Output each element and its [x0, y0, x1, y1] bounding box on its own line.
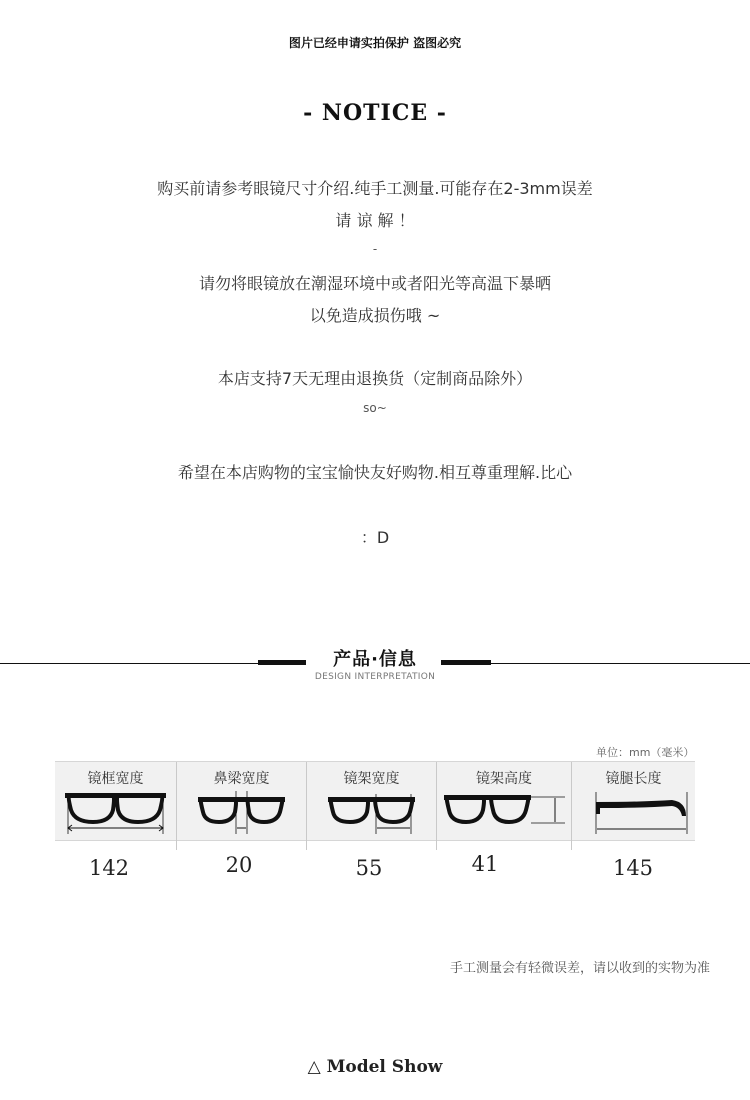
notice-line-4: 以免造成损伤哦 ~	[309, 306, 441, 325]
measure-value-lens-height: 41	[471, 852, 499, 876]
measure-label: 镜框宽度	[87, 771, 144, 787]
measure-cell-lens-width	[307, 762, 436, 840]
measure-cell-bridge-width	[177, 762, 306, 840]
measure-value-bridge-width: 20	[225, 853, 253, 877]
measure-value-lens-width: 55	[355, 856, 383, 880]
notice-line-3: 请勿将眼镜放在潮湿环境中或者阳光等高温下暴晒	[198, 274, 551, 293]
notice-dash: -	[372, 242, 378, 256]
measurement-table	[55, 761, 695, 841]
notice-line-5: 本店支持7天无理由退换货（定制商品除外）	[217, 369, 533, 388]
model-show-heading: △ Model Show	[307, 1057, 443, 1077]
notice-line-2: 请 谅 解 ！	[335, 211, 415, 230]
lens-width-icon	[307, 788, 436, 838]
temple-length-icon	[572, 788, 695, 838]
notice-line-1: 购买前请参考眼镜尺寸介绍.纯手工测量.可能存在2-3mm误差	[157, 179, 593, 198]
protection-notice: 图片已经申请实拍保护 盗图必究	[288, 36, 462, 50]
measure-label: 镜架宽度	[343, 771, 400, 787]
notice-line-7: 希望在本店购物的宝宝愉快友好购物.相互尊重理解.比心	[177, 463, 573, 482]
section-title: 产品·信息	[333, 649, 417, 670]
measure-label: 镜腿长度	[605, 771, 662, 787]
measurement-footnote: 手工测量会有轻微误差，请以收到的实物为准	[449, 961, 710, 976]
measure-value-frame-width: 142	[88, 856, 130, 880]
measure-value-temple-length: 145	[612, 856, 654, 880]
notice-line-6: so~	[363, 401, 387, 415]
measure-label: 镜架高度	[476, 771, 532, 787]
measure-label: 鼻梁宽度	[213, 771, 270, 787]
notice-title: - NOTICE -	[303, 100, 447, 126]
section-subtitle: DESIGN INTERPRETATION	[314, 672, 436, 682]
measure-cell-frame-width	[55, 762, 176, 840]
notice-line-8: ：D	[360, 528, 390, 547]
unit-label: 单位：mm（毫米）	[596, 746, 695, 759]
lens-height-icon	[437, 788, 571, 838]
frame-width-icon	[55, 788, 176, 838]
measure-cell-temple-length	[572, 762, 695, 840]
measure-cell-lens-height	[437, 762, 571, 840]
bridge-width-icon	[177, 788, 306, 838]
